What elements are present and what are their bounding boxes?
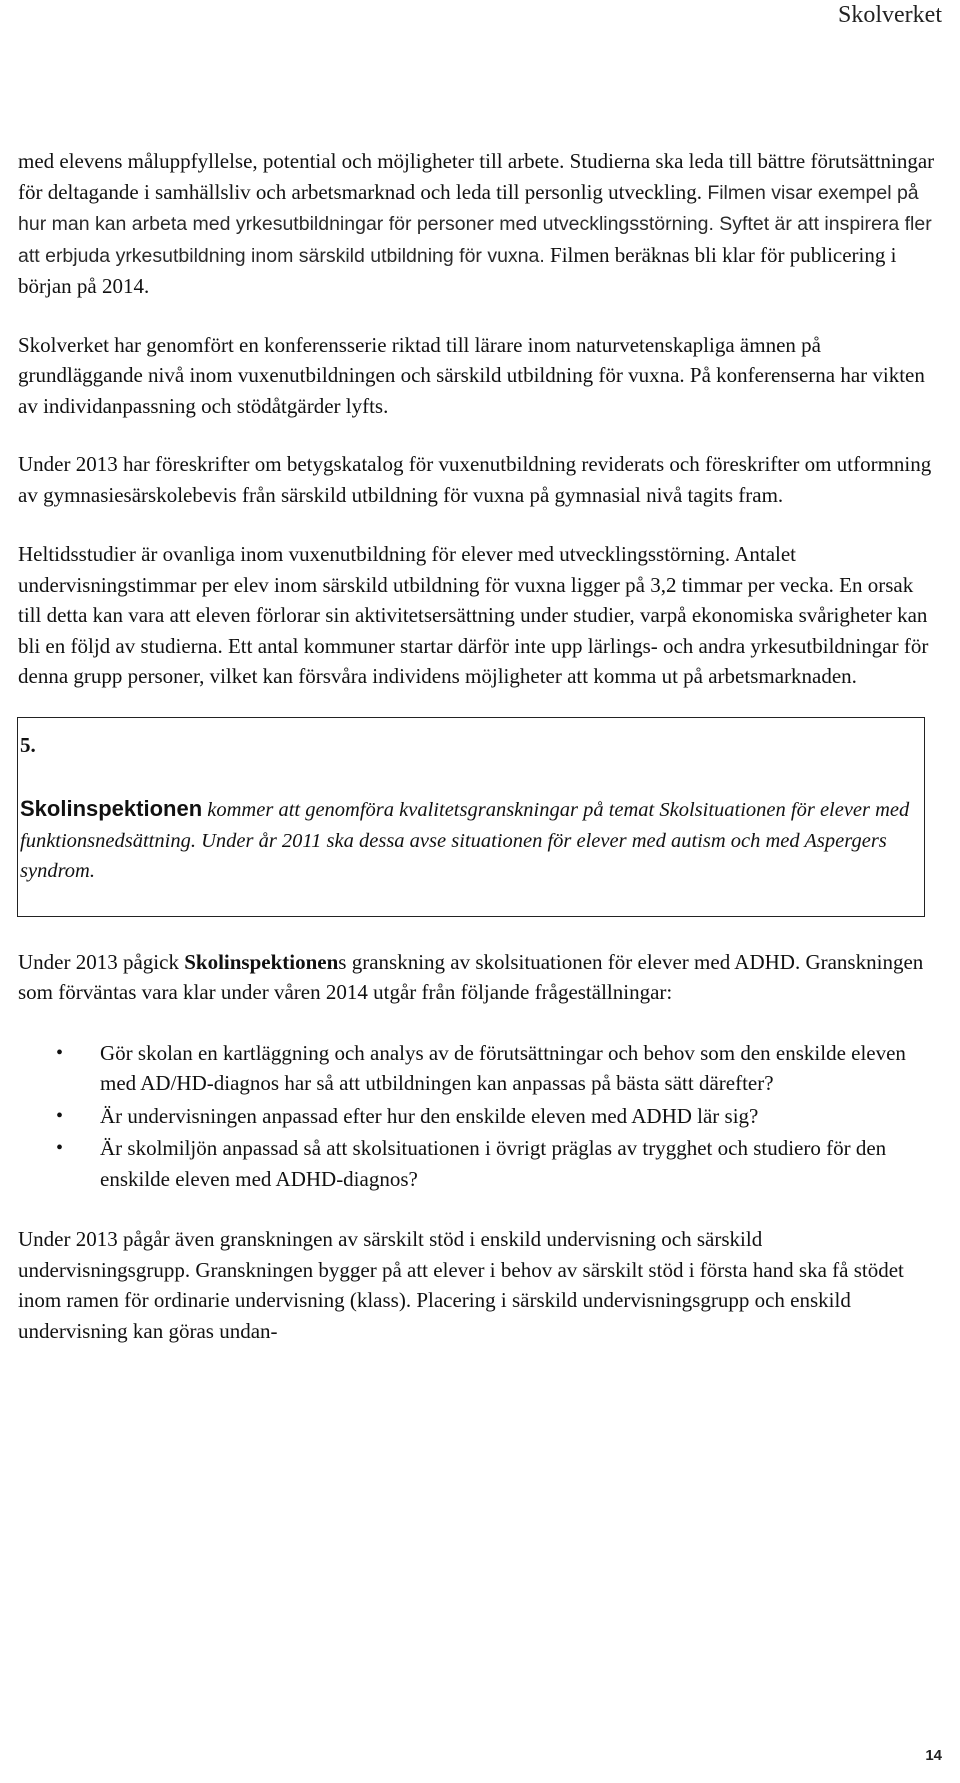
bullet-icon: • [56, 1137, 64, 1159]
list-item [18, 1133, 936, 1194]
document-body [18, 146, 936, 1346]
highlight-box [17, 717, 925, 917]
list-item-text: Gör skolan en kartläggning och analys av de förutsättningar och behov som den enskilde eleven med AD/HD-diagnos har så att utbildningen kan anpassas på bästa sätt därefter? [100, 1040, 906, 1095]
adhd-bold: Skolinspektionen [184, 949, 339, 974]
page-header-title: Skolverket [838, 2, 942, 28]
bullet-icon: • [56, 1104, 64, 1127]
page-number: 14 [925, 1747, 942, 1764]
intro-serif-tail: Filmen beräknas bli klar för publicering i början på 2014. [18, 242, 897, 298]
list-item-text: Är skolmiljön anpassad så att skolsituationen i övrigt präglas av trygghet och studiero för den enskilde eleven med ADHD-diagnos? [100, 1136, 887, 1191]
question-list [18, 1038, 936, 1195]
regulations-paragraph: Under 2013 har föreskrifter om betygskatalog för vuxenutbildning reviderats och föreskrifter om utformning av gymnasiesärskolebevis från särskild utbildning för vuxna på gymnasial nivå tagits fram. [18, 452, 932, 507]
bullet-icon: • [56, 1041, 64, 1064]
adhd-paragraph [18, 947, 936, 1008]
list-item [18, 1101, 936, 1132]
intro-serif-text: med elevens måluppfyllelse, potential och möjligheter till arbete. Studierna ska leda till bättre förutsättningar för deltagande i samhällsliv och arbetsmarknad och leda till personlig utveckling. [18, 149, 935, 204]
list-item [18, 1038, 936, 1099]
box-text [20, 794, 924, 887]
adhd-prefix: Under 2013 pågick [18, 949, 185, 974]
closing-paragraph: Under 2013 pågår även granskningen av särskilt stöd i enskild undervisning och särskild undervisningsgrupp. Granskningen bygger på att elever i behov av särskilt stöd i första hand ska få stödet inom ramen för ordinarie undervisning (klass). Placering i särskild undervisningsgrupp och enskild undervisning kan göras undan- [18, 1227, 904, 1343]
adhd-suffix: s granskning av skolsituationen för elever med ADHD. Granskningen som förväntas vara klar under våren 2014 utgår från följande frågeställningar: [18, 949, 924, 1004]
box-number: 5. [20, 732, 36, 757]
intro-paragraph [18, 146, 936, 302]
fulltime-studies-paragraph: Heltidsstudier är ovanliga inom vuxenutbildning för elever med utvecklingsstörning. Antalet undervisningstimmar per elev inom särskild utbildning för vuxna ligger på 3,2 timmar per vecka. En orsak till detta kan vara att eleven förlorar sin aktivitetsersättning under studier, varpå ekonomiska svårigheter kan bli en följd av studierna. Ett antal kommuner startar därför inte upp lärlings- och andra yrkesutbildningar för denna grupp personer, vilket kan försvåra individens möjligheter att komma ut på arbetsmarknaden. [18, 542, 929, 688]
box-bold-name: Skolinspektionen [20, 796, 203, 821]
conference-paragraph: Skolverket har genomfört en konferensserie riktad till lärare inom naturvetenskapliga ämnen på grundläggande nivå inom vuxenutbildningen och särskild utbildning för vuxna. På konferenserna har vikten av individanpassning och stödåtgärder lyfts. [18, 332, 925, 418]
intro-film-text: Filmen visar exempel på hur man kan arbeta med yrkesutbildningar för personer med utvecklingsstörning. Syftet är att inspirera fler att erbjuda yrkesutbildning inom särskild utbildning för vuxna. [18, 181, 932, 267]
box-body: kommer att genomföra kvalitetsgranskningar på temat Skolsituationen för elever med funktionsnedsättning. Under år 2011 ska dessa avse situationen för elever med autism och med Aspergers syndrom. [20, 799, 910, 882]
list-item-text: Är undervisningen anpassad efter hur den enskilde eleven med ADHD lär sig? [100, 1103, 759, 1128]
